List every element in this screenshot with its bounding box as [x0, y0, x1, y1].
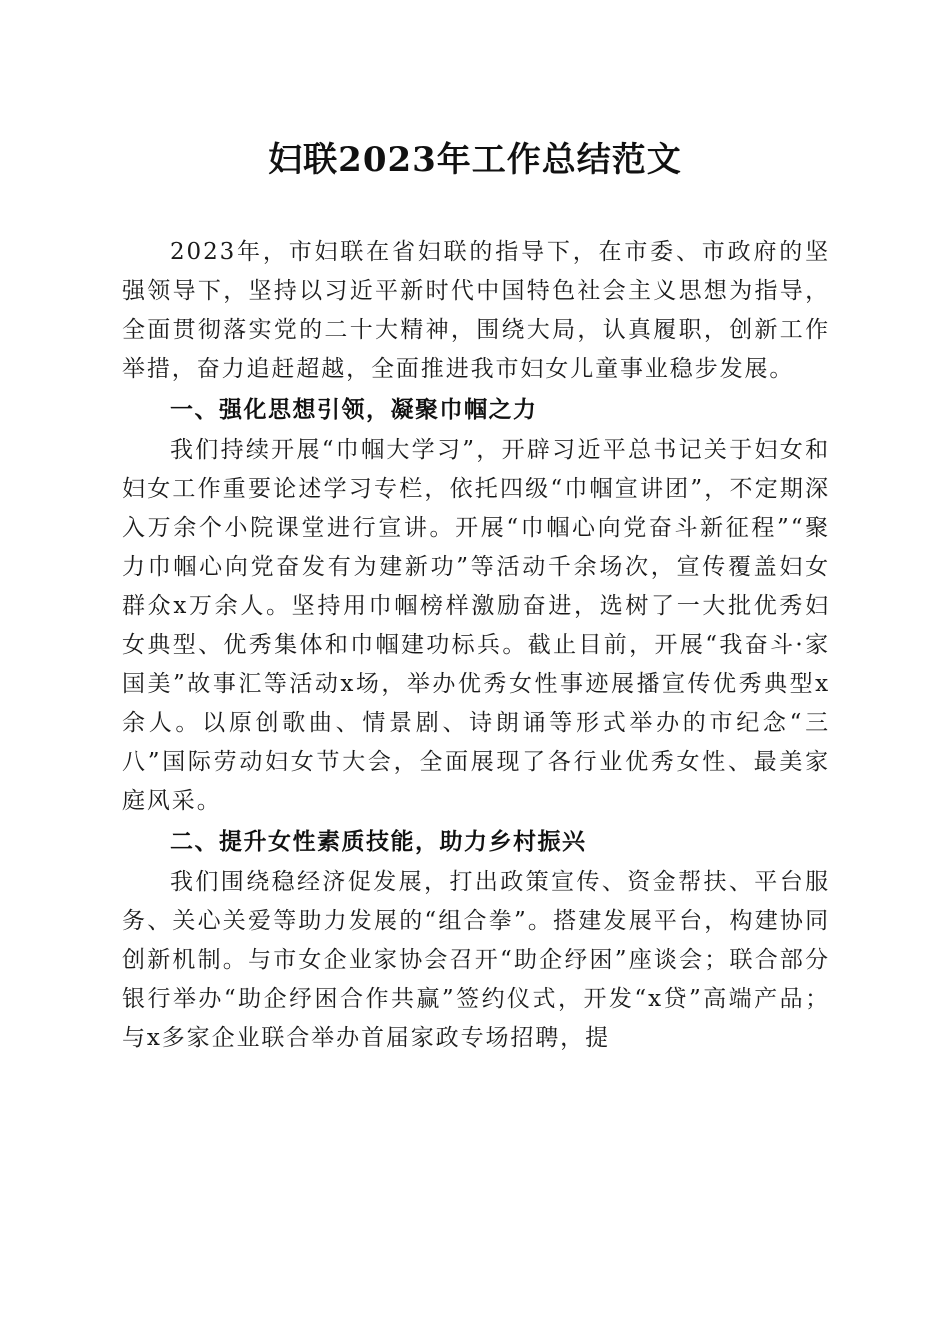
- section-body-1: 我们持续开展“巾帼大学习”，开辟习近平总书记关于妇女和妇女工作重要论述学习专栏，依托四级“巾帼宣讲团”，不定期深入万余个小院课堂进行宣讲。开展“巾帼心向党奋斗新征程”“聚力巾帼心向党奋发有为建新功”等活动千余场次，宣传覆盖妇女群众x万余人。坚持用巾帼榜样激励奋进，选树了一大批优秀妇女典型、优秀集体和巾帼建功标兵。截止目前，开展“我奋斗·家国美”故事汇等活动x场，举办优秀女性事迹展播宣传优秀典型x余人。以原创歌曲、情景剧、诗朗诵等形式举办的市纪念“三八”国际劳动妇女节大会，全面展现了各行业优秀女性、最美家庭风采。: [122, 437, 830, 814]
- intro-paragraph: 2023年，市妇联在省妇联的指导下，在市委、市政府的坚强领导下，坚持以习近平新时代中国特色社会主义思想为指导，全面贯彻落实党的二十大精神，围绕大局，认真履职，创新工作举措，奋力追赶超越，全面推进我市妇女儿童事业稳步发展。: [122, 239, 830, 382]
- document-body: [122, 233, 830, 1058]
- document-title: 妇联2023年工作总结范文: [268, 140, 682, 180]
- section-heading-1: 一、强化思想引领，凝聚巾帼之力: [170, 397, 538, 423]
- section-heading-2: 二、提升女性素质技能，助力乡村振兴: [170, 829, 587, 855]
- section-body-2: 我们围绕稳经济促发展，打出政策宣传、资金帮扶、平台服务、关心关爱等助力发展的“组合拳”。搭建发展平台，构建协同创新机制。与市女企业家协会召开“助企纾困”座谈会；联合部分银行举办“助企纾困合作共赢”签约仪式，开发“x贷”高端产品；与x多家企业联合举办首届家政专场招聘，提: [122, 869, 830, 1051]
